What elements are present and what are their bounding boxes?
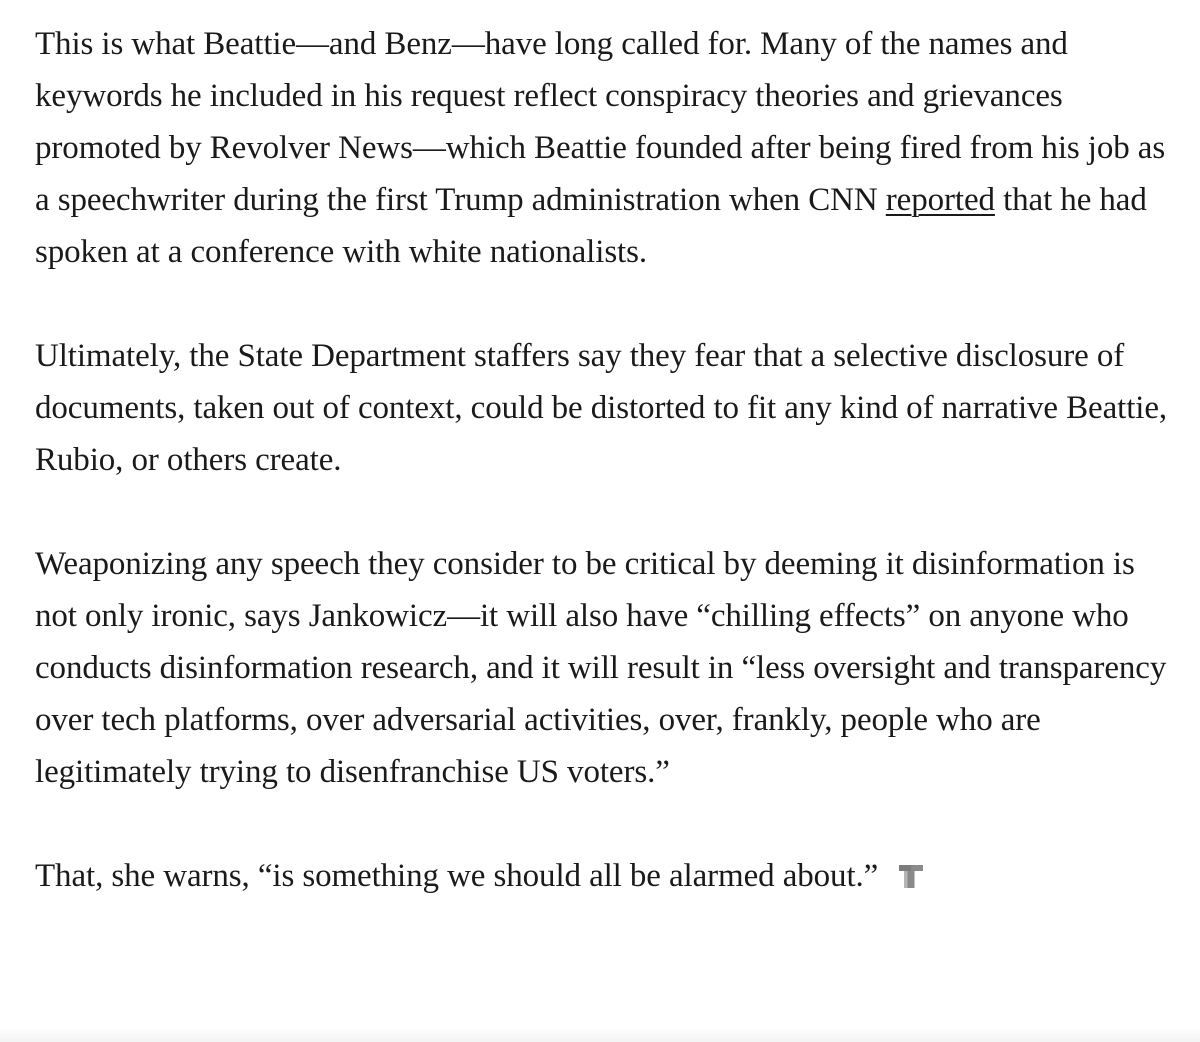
paragraph-1 bbox=[35, 18, 1175, 278]
paragraph-1-text-end: that he had spoken at a conference with white nationalists. bbox=[35, 182, 1147, 270]
paragraph-4-text: That, she warns, “is something we should all be alarmed about.” bbox=[35, 858, 879, 894]
article-body bbox=[35, 18, 1175, 902]
publication-t-logo-icon bbox=[898, 853, 924, 879]
paragraph-3: Weaponizing any speech they consider to be critical by deeming it disinformation is not only ironic, says Jankowicz—it will also have “chilling effects” on anyone who conducts disinformation research, and it will result in “less oversight and transparency over tech platforms, over adversarial activities, over, frankly, people who are legitimately trying to disenfranchise US voters.” bbox=[35, 546, 1167, 790]
paragraph-2: Ultimately, the State Department staffers say they fear that a selective disclosure of documents, taken out of context, could be distorted to fit any kind of narrative Beattie, Rubio, or others create. bbox=[35, 338, 1168, 478]
bottom-fade bbox=[0, 1028, 1200, 1042]
paragraph-1-text-start: This is what Beattie—and Benz—have long called for. Many of the names and keywords he included in his request reflect conspiracy theories and grievances promoted by Revolver News—which Beattie founded after being fired from his job as a speechwriter during the first Trump administration when CNN bbox=[35, 26, 1166, 218]
paragraph-4 bbox=[35, 850, 1175, 902]
reported-link[interactable]: reported bbox=[885, 182, 995, 218]
end-mark-svg bbox=[898, 863, 924, 889]
